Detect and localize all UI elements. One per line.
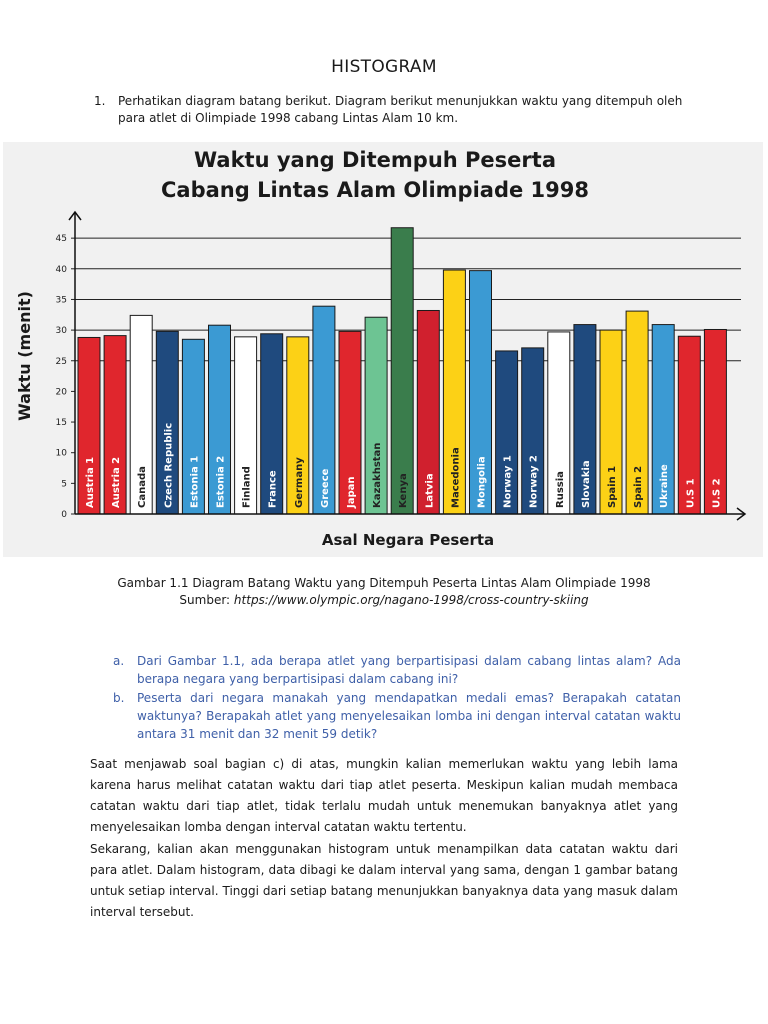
- chart-figure: [3, 142, 763, 557]
- figure-caption: [0, 575, 768, 609]
- chart-subtitle: Cabang Lintas Alam Olimpiade 1998: [160, 178, 590, 202]
- bar-category-label: Finland: [241, 466, 253, 508]
- bar-category-label: Czech Republic: [163, 422, 175, 508]
- y-tick-label: 35: [55, 295, 67, 306]
- bar-category-label: Estonia 2: [215, 455, 227, 508]
- bar-category-label: Kenya: [398, 473, 410, 508]
- bar-category-label: Slovakia: [580, 460, 592, 508]
- source-prefix: Sumber:: [179, 593, 234, 607]
- bar-category-label: Austria 2: [111, 456, 123, 508]
- sub-question-text: Dari Gambar 1.1, ada berapa atlet yang berpartisipasi dalam cabang lintas alam? Ada berapa negara yang berpartisipasi dalam cabang ini?: [137, 654, 681, 686]
- y-tick-label: 25: [55, 356, 67, 367]
- page-title: HISTOGRAM: [331, 57, 437, 77]
- y-axis-label: Waktu (menit): [15, 291, 34, 421]
- x-axis-label: Asal Negara Peserta: [321, 531, 495, 549]
- y-tick-label: 0: [61, 510, 67, 520]
- bar-category-label: Russia: [554, 471, 566, 508]
- y-tick-label: 20: [55, 387, 67, 398]
- y-tick-label: 40: [55, 264, 67, 275]
- question-1-text: Perhatikan diagram batang berikut. Diagram berikut menunjukkan waktu yang ditempuh oleh para atlet di Olimpiade 1998 cabang Lintas Alam 10 km.: [118, 94, 683, 125]
- y-tick-label: 15: [55, 418, 67, 429]
- y-tick-label: 45: [55, 234, 67, 245]
- y-tick-label: 10: [55, 448, 67, 459]
- bar-category-label: Estonia 1: [189, 455, 201, 508]
- bar-category-label: Ukraine: [659, 464, 671, 508]
- bars: [78, 228, 726, 514]
- y-tick-label: 5: [61, 479, 67, 490]
- bar-category-label: Greece: [319, 468, 331, 508]
- bar-category-label: Kazakhstan: [372, 442, 384, 508]
- sub-question-label: a.: [113, 654, 125, 668]
- source-url[interactable]: https://www.olympic.org/nagano-1998/cross-country-skiing: [233, 593, 589, 607]
- sub-question-text: Peserta dari negara manakah yang mendapatkan medali emas? Berapakah catatan waktunya? Berapakah atlet yang menyelesaikan lomba ini dengan interval catatan waktu antara 31 menit dan 32 menit 59 detik?: [137, 691, 681, 741]
- sub-question-label: b.: [113, 691, 125, 705]
- bar-chart: [3, 142, 763, 557]
- bar-category-label: Macedonia: [450, 447, 462, 508]
- paragraph-1: Saat menjawab soal bagian c) di atas, mungkin kalian memerlukan waktu yang lebih lama karena harus melihat catatan waktu dari tiap atlet peserta. Meskipun kalian mudah membaca catatan waktu dari tiap atlet, tidak terlalu mudah untuk menemukan banyaknya atlet yang menyelesaikan lomba dengan interval catatan waktu tertentu.: [90, 757, 678, 834]
- bar-category-label: Germany: [293, 457, 305, 508]
- bar-category-label: Spain 1: [607, 465, 618, 508]
- caption-text: Gambar 1.1 Diagram Batang Waktu yang Ditempuh Peserta Lintas Alam Olimpiade 1998: [117, 576, 651, 590]
- bar-category-label: Japan: [346, 476, 357, 508]
- bar-category-label: France: [267, 470, 279, 508]
- y-tick-label: 30: [55, 326, 67, 337]
- bar-category-label: Norway 2: [528, 455, 540, 508]
- bar-category-label: Spain 2: [633, 465, 645, 508]
- chart-title: Waktu yang Ditempuh Peserta: [194, 148, 556, 172]
- bar: [391, 228, 413, 514]
- bar-category-label: Latvia: [424, 473, 436, 508]
- paragraph-2: Sekarang, kalian akan menggunakan histogram untuk menampilkan data catatan waktu dari para atlet. Dalam histogram, data dibagi ke dalam interval yang sama, dengan 1 gambar batang untuk setiap interval. Tinggi dari setiap batang menunjukkan banyaknya data yang masuk dalam interval tersebut.: [90, 842, 678, 919]
- bar-category-label: U.S 2: [711, 478, 723, 508]
- bar-category-label: U.S 1: [685, 478, 697, 508]
- bar-category-label: Canada: [137, 466, 149, 508]
- caption-source: [0, 592, 768, 609]
- question-1-number: 1.: [94, 94, 106, 108]
- bar-category-label: Mongolia: [476, 456, 488, 508]
- bar-category-label: Austria 1: [85, 456, 96, 508]
- bar-category-label: Norway 1: [502, 455, 514, 508]
